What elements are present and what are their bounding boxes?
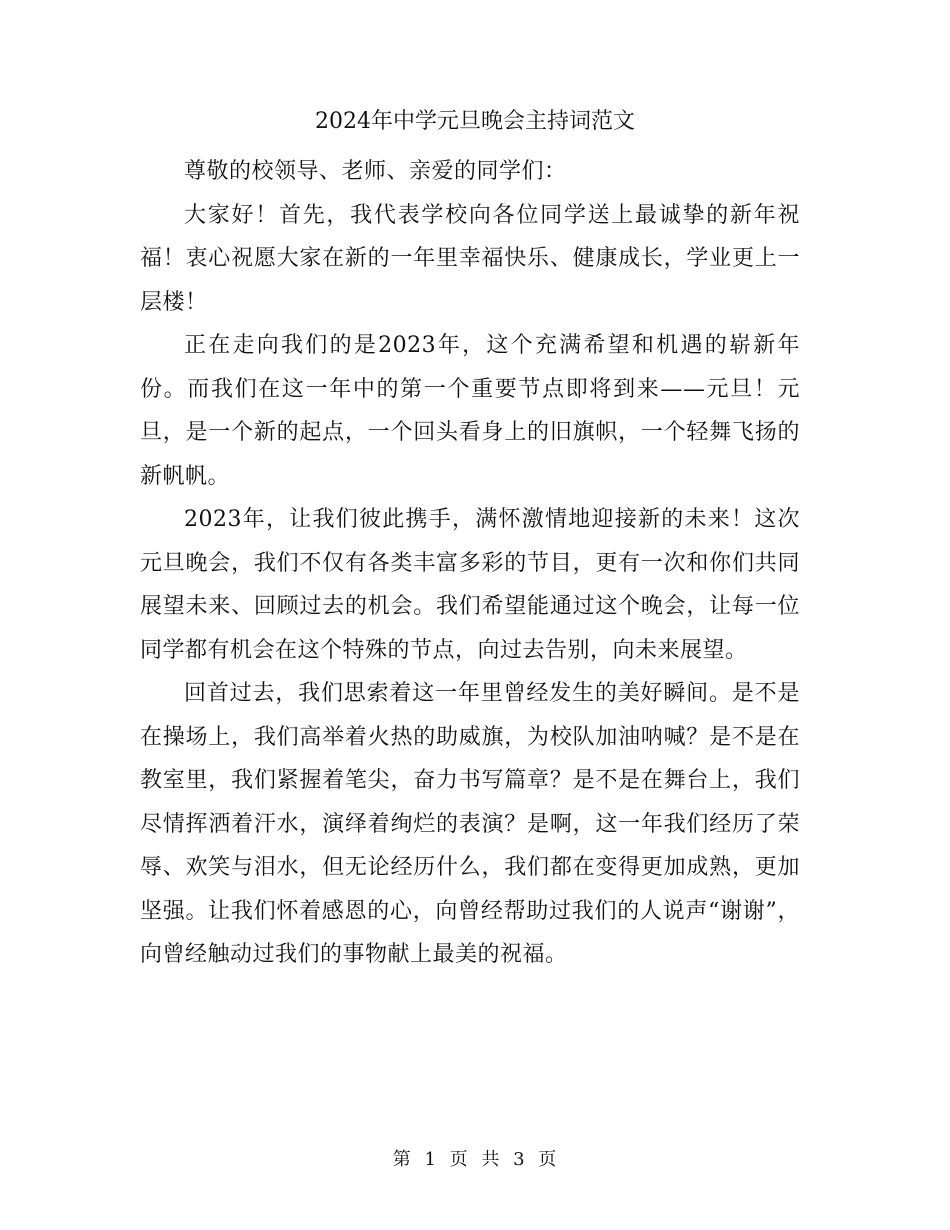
greeting-paragraph: 大家好！首先，我代表学校向各位同学送上最诚挚的新年祝福！衷心祝愿大家在新的一年里幸福快乐、健康成长，学业更上一层楼！ — [140, 202, 800, 315]
salutation-paragraph: 尊敬的校领导、老师、亲爱的同学们： — [184, 159, 567, 184]
footer-page-word: 页 — [449, 1149, 469, 1170]
new-year-paragraph: 正在走向我们的是2023年，这个充满希望和机遇的崭新年份。而我们在这一年中的第一个重要节点即将到来——元旦！元旦，是一个新的起点，一个回头看身上的旧旗帜，一个轻舞飞扬的新帆帆。 — [140, 333, 800, 489]
document-title: 2024年中学元旦晚会主持词范文 — [315, 109, 635, 134]
footer-prefix: 第 — [392, 1149, 412, 1170]
review-paragraph: 回首过去，我们思索着这一年里曾经发生的美好瞬间。是不是在操场上，我们高举着火热的助威旗，为校队加油呐喊？是不是在教室里，我们紧握着笔尖，奋力书写篇章？是不是在舞台上，我们尽情挥洒着汗水，演绎着绚烂的表演？是啊，这一年我们经历了荣辱、欢笑与泪水，但无论经历什么，我们都在变得更加成熟，更加坚强。让我们怀着感恩的心，向曾经帮助过我们的人说声“谢谢”，向曾经触动过我们的事物献上最美的祝福。 — [140, 681, 800, 967]
footer-suffix: 页 — [538, 1149, 558, 1170]
gala-paragraph: 2023年，让我们彼此携手，满怀激情地迎接新的未来！这次元旦晚会，我们不仅有各类丰富多彩的节目，更有一次和你们共同展望未来、回顾过去的机会。我们希望能通过这个晚会，让每一位同学都有机会在这个特殊的节点，向过去告别，向未来展望。 — [140, 507, 800, 663]
footer-total-pages: 3 — [513, 1149, 526, 1170]
footer-total-word: 共 — [481, 1149, 501, 1170]
footer-current-page: 1 — [424, 1149, 437, 1170]
page-footer — [0, 1146, 950, 1174]
document-body — [140, 150, 800, 977]
